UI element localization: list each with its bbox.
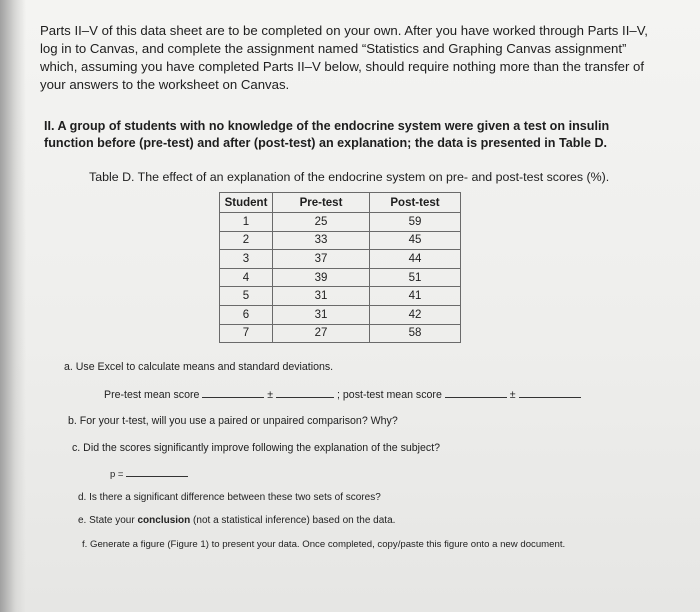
post-test-cell: 45 <box>370 231 461 250</box>
pre-test-cell: 25 <box>273 213 370 232</box>
pre-test-cell: 37 <box>273 250 370 269</box>
pre-mean-blank[interactable] <box>202 387 264 398</box>
student-cell: 7 <box>220 324 273 343</box>
question-d: d. Is there a significant difference between these two sets of scores? <box>78 492 381 503</box>
post-mean-blank[interactable] <box>445 387 507 398</box>
page-edge-shadow <box>0 0 26 612</box>
pre-test-cell: 27 <box>273 324 370 343</box>
pre-mean-label: Pre-test mean score <box>104 389 200 401</box>
table-row <box>220 268 461 287</box>
plus-minus-symbol: ± <box>267 389 274 401</box>
table-row <box>220 324 461 343</box>
table-row <box>220 231 461 250</box>
question-e <box>78 515 395 526</box>
header-pre-test: Pre-test <box>273 193 370 213</box>
table-row <box>220 305 461 324</box>
table-caption: Table D. The effect of an explanation of the endocrine system on pre- and post-test scores (%). <box>89 170 610 184</box>
student-cell: 5 <box>220 287 273 306</box>
question-b: b. For your t-test, will you use a paired or unpaired comparison? Why? <box>68 415 398 427</box>
header-student: Student <box>220 193 273 213</box>
post-test-cell: 41 <box>370 287 461 306</box>
header-post-test: Post-test <box>370 193 461 213</box>
post-mean-label: ; post-test mean score <box>337 389 442 401</box>
pre-sd-blank[interactable] <box>276 387 334 398</box>
post-sd-blank[interactable] <box>519 387 581 398</box>
data-table <box>219 192 461 343</box>
question-e-suffix: (not a statistical inference) based on the data. <box>190 515 396 526</box>
p-value-blank[interactable] <box>126 466 188 477</box>
question-c: c. Did the scores significantly improve following the explanation of the subject? <box>72 442 441 454</box>
question-e-prefix: e. State your <box>78 515 138 526</box>
table-row <box>220 250 461 269</box>
means-line <box>104 387 581 401</box>
post-test-cell: 42 <box>370 305 461 324</box>
question-e-bold: conclusion <box>137 515 191 526</box>
post-test-cell: 58 <box>370 324 461 343</box>
pre-test-cell: 33 <box>273 231 370 250</box>
table-header-row <box>220 193 461 213</box>
student-cell: 2 <box>220 231 273 250</box>
p-value-label: p = <box>110 469 124 480</box>
intro-paragraph: Parts II–V of this data sheet are to be completed on your own. After you have worked through Parts II–V, log in to Canvas, and complete the assignment named “Statistics and Graphing Canvas assignment” which, assuming you have completed Parts II–V below, should require nothing more than the transfer of your answers to the worksheet on Canvas. <box>40 23 648 92</box>
table-row <box>220 287 461 306</box>
question-f: f. Generate a figure (Figure 1) to present your data. Once completed, copy/paste this figure onto a new document. <box>82 539 566 550</box>
plus-minus-symbol-2: ± <box>509 389 516 401</box>
question-a: a. Use Excel to calculate means and standard deviations. <box>64 361 334 373</box>
table-row <box>220 213 461 232</box>
post-test-cell: 51 <box>370 268 461 287</box>
student-cell: 6 <box>220 305 273 324</box>
pre-test-cell: 31 <box>273 287 370 306</box>
pre-test-cell: 39 <box>273 268 370 287</box>
post-test-cell: 59 <box>370 213 461 232</box>
post-test-cell: 44 <box>370 250 461 269</box>
part-ii-question: II. A group of students with no knowledge of the endocrine system were given a test on insulin function before (pre-test) and after (post-test) an explanation; the data is presented in Table D. <box>44 119 610 150</box>
p-value-line <box>110 466 188 480</box>
student-cell: 1 <box>220 213 273 232</box>
student-cell: 3 <box>220 250 273 269</box>
pre-test-cell: 31 <box>273 305 370 324</box>
student-cell: 4 <box>220 268 273 287</box>
